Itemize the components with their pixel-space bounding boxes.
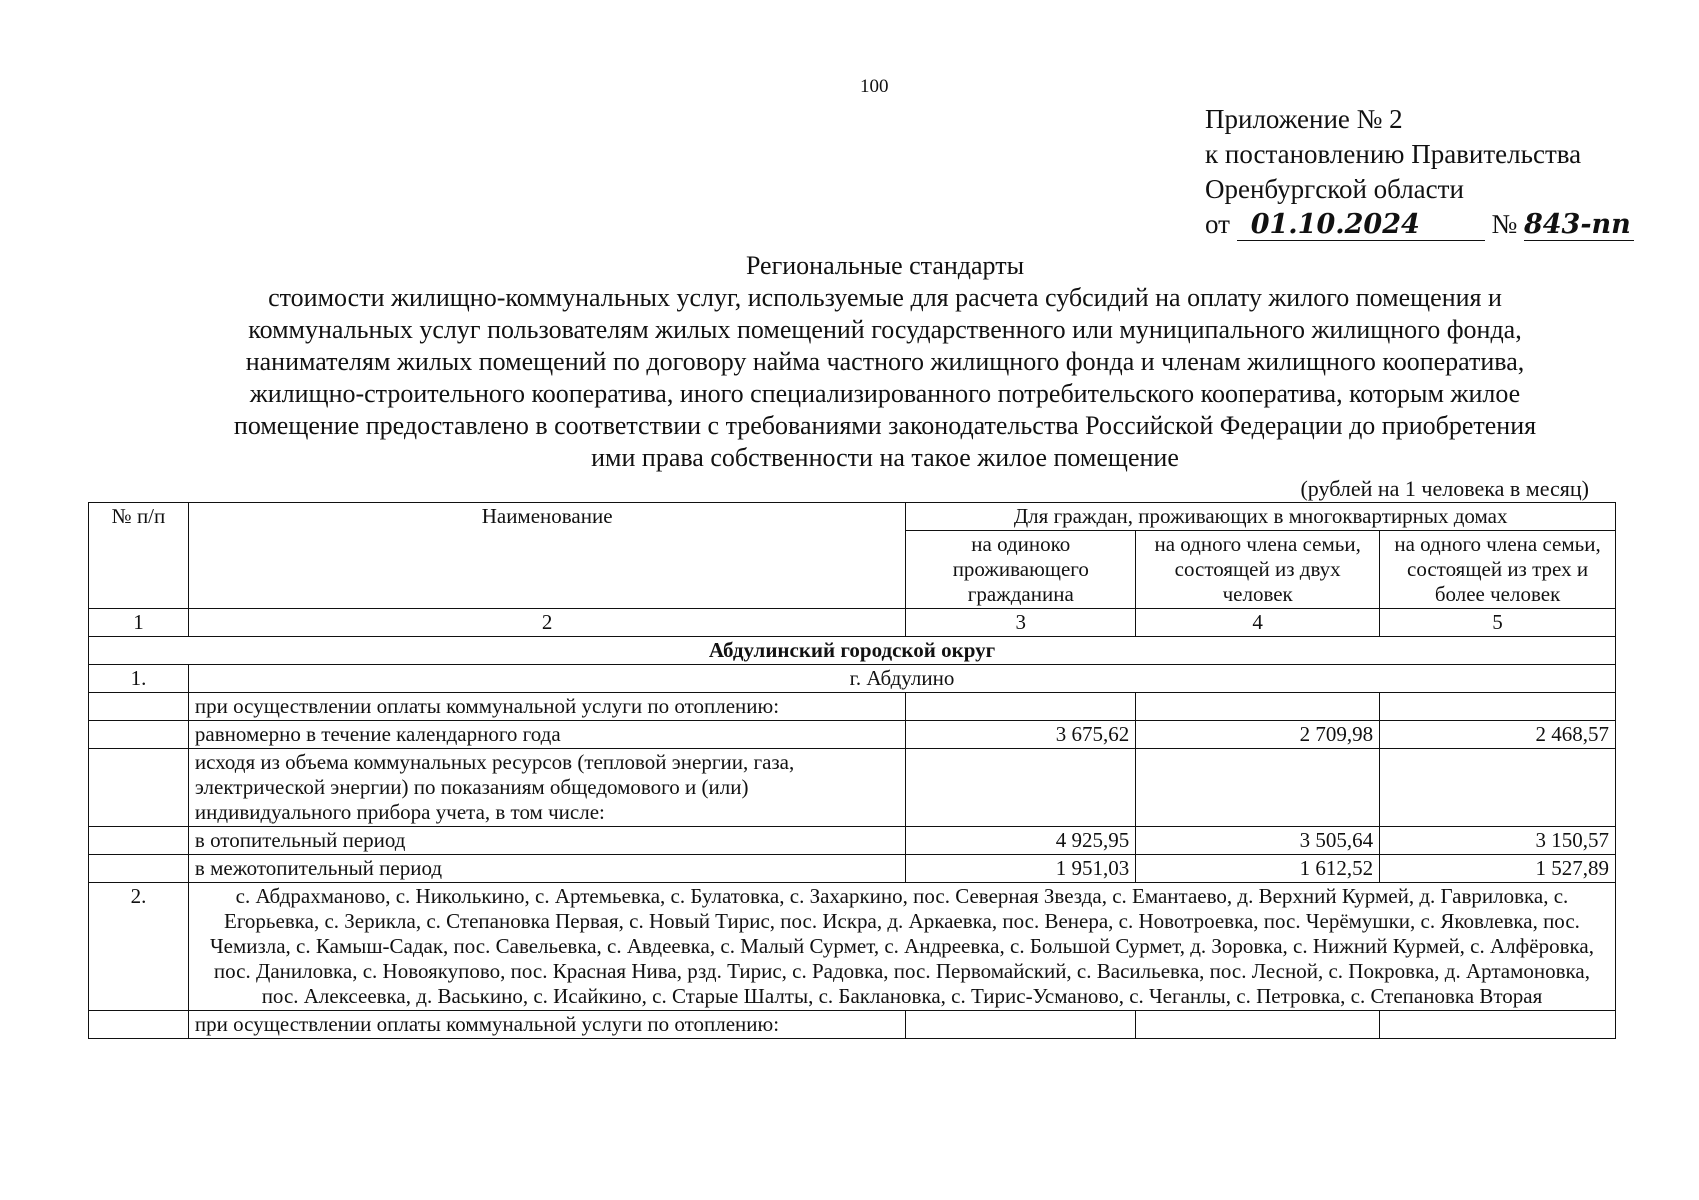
header-row-1 — [89, 503, 1616, 531]
value-two: 3 505,64 — [1136, 827, 1380, 855]
table-row — [89, 721, 1616, 749]
table-row — [89, 855, 1616, 883]
column-number-row — [89, 609, 1616, 637]
value-three-plus — [1380, 693, 1616, 721]
value-three-plus: 1 527,89 — [1380, 855, 1616, 883]
item-number: 1. — [89, 665, 189, 693]
item-title: г. Абдулино — [188, 665, 1615, 693]
item-number: 2. — [89, 883, 189, 1011]
value-three-plus — [1380, 749, 1616, 827]
value-single — [906, 749, 1136, 827]
row-name: исходя из объема коммунальных ресурсов (тепловой энергии, газа, электрической энергии) по показаниям общедомового и (или) индивидуального прибора учета, в том числе: — [188, 749, 905, 827]
table-row — [89, 827, 1616, 855]
title-line-1: Региональные стандарты — [745, 251, 1025, 280]
section-title: Абдулинский городской округ — [89, 637, 1616, 665]
title-line-3: коммунальных услуг пользователям жилых помещений государственного или муниципального жилищного фонда, — [248, 315, 1522, 344]
column-number: 1 — [89, 609, 189, 637]
row-num-cell — [89, 855, 189, 883]
column-number: 4 — [1136, 609, 1380, 637]
appendix-block — [1205, 102, 1634, 242]
column-number: 2 — [188, 609, 905, 637]
value-two — [1136, 693, 1380, 721]
value-three-plus: 3 150,57 — [1380, 827, 1616, 855]
units-note: (рублей на 1 человека в месяц) — [1300, 476, 1589, 501]
header-name: Наименование — [188, 503, 905, 609]
table-row — [89, 1011, 1616, 1039]
row-name: при осуществлении оплаты коммунальной услуги по отоплению: — [188, 1011, 905, 1039]
row-name: равномерно в течение календарного года — [188, 721, 905, 749]
header-col5: на одного члена семьи, состоящей из трех и более человек — [1380, 531, 1616, 609]
appendix-line-3: Оренбургской области — [1205, 174, 1464, 204]
column-number: 3 — [906, 609, 1136, 637]
value-three-plus — [1380, 1011, 1616, 1039]
column-number: 5 — [1380, 609, 1616, 637]
section-row — [89, 637, 1616, 665]
item-title-row — [89, 883, 1616, 1011]
value-single — [906, 1011, 1136, 1039]
appendix-date-line — [1205, 207, 1634, 242]
value-single — [906, 693, 1136, 721]
appendix-line-1: Приложение № 2 — [1205, 104, 1403, 134]
row-num-cell — [89, 721, 189, 749]
row-name: в межотопительный период — [188, 855, 905, 883]
table-row — [89, 749, 1616, 827]
row-num-cell — [89, 749, 189, 827]
appendix-line-2: к постановлению Правительства — [1205, 139, 1582, 169]
value-two: 1 612,52 — [1136, 855, 1380, 883]
header-col3: на одиноко проживающего гражданина — [906, 531, 1136, 609]
row-num-cell — [89, 827, 189, 855]
number-label: № — [1491, 209, 1518, 239]
row-num-cell — [89, 693, 189, 721]
page-number: 100 — [860, 76, 889, 97]
value-two: 2 709,98 — [1136, 721, 1380, 749]
from-label: от — [1205, 209, 1230, 239]
table-row — [89, 693, 1616, 721]
header-num: № п/п — [89, 503, 189, 609]
title-line-7: ими права собственности на такое жилое помещение — [591, 443, 1179, 472]
value-single: 3 675,62 — [906, 721, 1136, 749]
value-single: 4 925,95 — [906, 827, 1136, 855]
row-name: при осуществлении оплаты коммунальной услуги по отоплению: — [188, 693, 905, 721]
title-line-2: стоимости жилищно-коммунальных услуг, используемые для расчета субсидий на оплату жилого помещения и — [268, 283, 1502, 312]
value-three-plus: 2 468,57 — [1380, 721, 1616, 749]
document-title — [130, 250, 1640, 474]
row-num-cell — [89, 1011, 189, 1039]
decree-date: 01.10.2024 — [1237, 210, 1485, 241]
row-name: в отопительный период — [188, 827, 905, 855]
value-two — [1136, 1011, 1380, 1039]
header-group: Для граждан, проживающих в многоквартирных домах — [906, 503, 1616, 531]
value-two — [1136, 749, 1380, 827]
standards-table — [88, 502, 1616, 1039]
value-single: 1 951,03 — [906, 855, 1136, 883]
header-col4: на одного члена семьи, состоящей из двух человек — [1136, 531, 1380, 609]
decree-number: 843-пп — [1524, 210, 1634, 241]
item-title-row — [89, 665, 1616, 693]
title-line-4: нанимателям жилых помещений по договору найма частного жилищного фонда и членам жилищного кооператива, — [245, 347, 1525, 376]
title-line-5: жилищно-строительного кооператива, иного специализированного потребительского кооператива, которым жилое — [249, 379, 1521, 408]
item-title: с. Абдрахманово, с. Николькино, с. Артемьевка, с. Булатовка, с. Захаркино, пос. Северная Звезда, с. Емантаево, д. Верхний Курмей, д. Гавриловка, с. Егорьевка, с. Зерикла, с. Степановка Первая, с. Новый Тирис, пос. Искра, д. Аркаевка, пос. Венера, с. Новотроевка, пос. Черёмушки, с. Яковлевка, пос. Чемизла, с. Камыш-Садак, пос. Савельевка, с. Авдеевка, с. Малый Сурмет, с. Андреевка, с. Большой Сурмет, д. Зоровка, с. Нижний Курмей, с. Алфёровка, пос. Даниловка, с. Новоякупово, пос. Красная Нива, рзд. Тирис, с. Радовка, пос. Первомайский, с. Васильевка, пос. Лесной, с. Покровка, д. Артамоновка, пос. Алексеевка, д. Васькино, с. Исайкино, с. Старые Шалты, с. Баклановка, с. Тирис-Усманово, с. Чеганлы, с. Петровка, с. Степановка Вторая — [188, 883, 1615, 1011]
title-line-6: помещение предоставлено в соответствии с требованиями законодательства Российской Федерации до приобретения — [233, 411, 1537, 440]
